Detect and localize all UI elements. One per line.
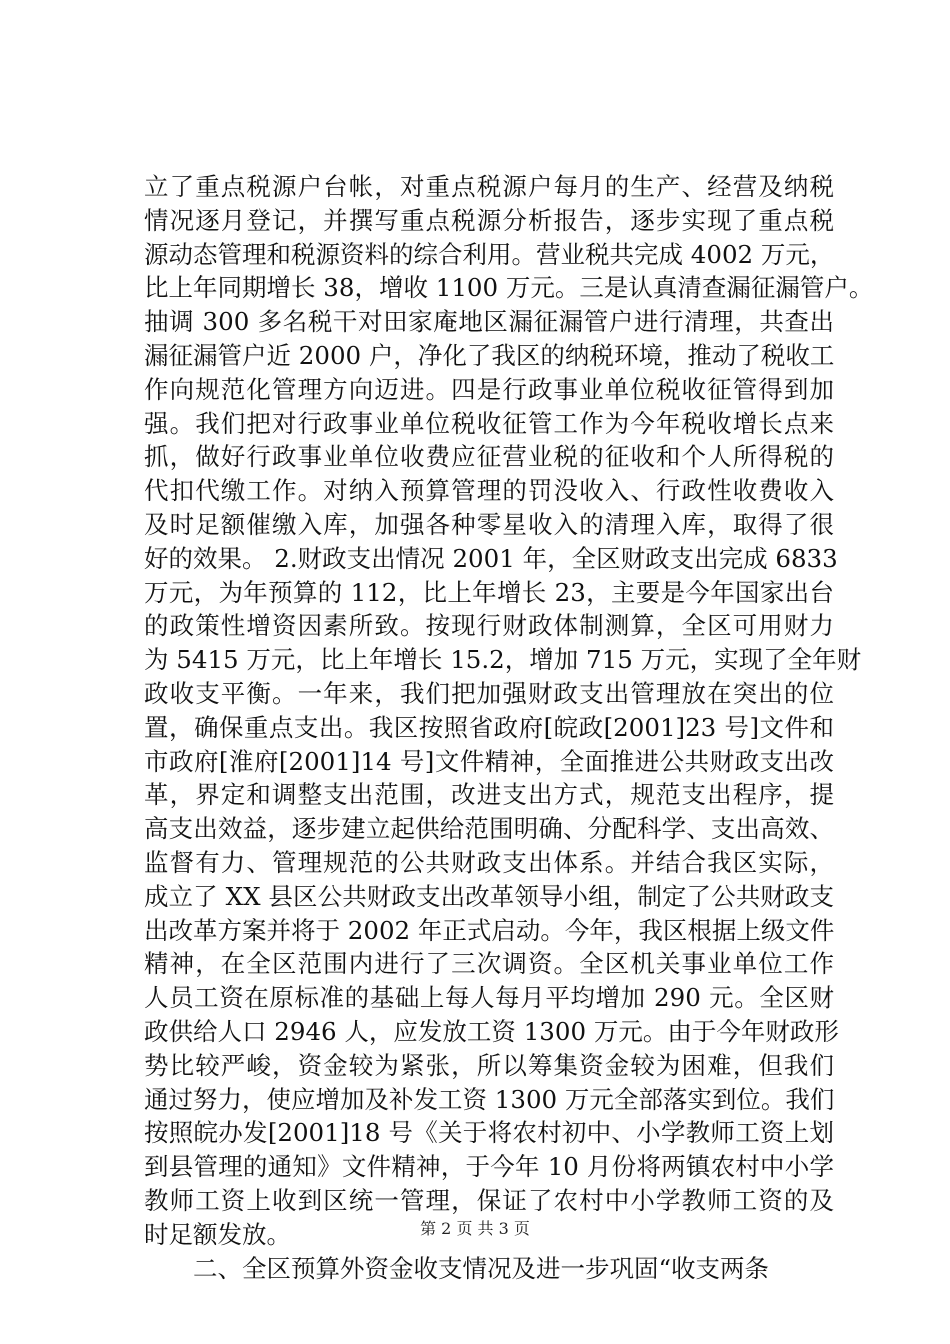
text-line: 比上年同期增长 38，增收 1100 万元。三是认真清查漏征漏管户。 — [144, 273, 874, 303]
body-text — [144, 170, 874, 1285]
text-line: 代扣代缴工作。对纳入预算管理的罚没收入、行政性收费收入 — [144, 476, 834, 506]
text-line: 高支出效益，逐步建立起供给范围明确、分配科学、支出高效、 — [144, 814, 834, 844]
text-line: 情况逐月登记，并撰写重点税源分析报告，逐步实现了重点税 — [144, 205, 834, 235]
text-line: 抓，做好行政事业单位收费应征营业税的征收和个人所得税的 — [144, 442, 834, 472]
text-line: 作向规范化管理方向迈进。四是行政事业单位税收征管得到加 — [144, 374, 834, 404]
text-line: 万元，为年预算的 112，比上年增长 23，主要是今年国家出台 — [144, 577, 834, 607]
text-line: 出改革方案并将于 2002 年正式启动。今年，我区根据上级文件 — [144, 915, 835, 945]
text-line: 强。我们把对行政事业单位税收征管工作为今年税收增长点来 — [144, 408, 834, 438]
text-line: 政供给人口 2946 人，应发放工资 1300 万元。由于今年财政形 — [144, 1016, 839, 1046]
text-line: 革，界定和调整支出范围，改进支出方式，规范支出程序，提 — [144, 780, 834, 810]
text-line: 通过努力，使应增加及补发工资 1300 万元全部落实到位。我们 — [144, 1084, 835, 1114]
text-line: 的政策性增资因素所致。按现行财政体制测算，全区可用财力 — [144, 611, 834, 641]
text-line: 精神，在全区范围内进行了三次调资。全区机关事业单位工作 — [144, 949, 834, 979]
text-line: 人员工资在原标准的基础上每人每月平均增加 290 元。全区财 — [144, 983, 834, 1013]
text-line: 立了重点税源户台帐，对重点税源户每月的生产、经营及纳税 — [144, 172, 834, 201]
text-line: 势比较严峻，资金较为紧张，所以筹集资金较为困难，但我们 — [144, 1050, 834, 1080]
text-line: 为 5415 万元，比上年增长 15.2，增加 715 万元，实现了全年财 — [144, 645, 862, 675]
text-line: 漏征漏管户近 2000 户，净化了我区的纳税环境，推动了税收工 — [144, 340, 835, 370]
text-line: 好的效果。 2.财政支出情况 2001 年，全区财政支出完成 6833 — [144, 543, 838, 573]
text-line: 教师工资上收到区统一管理，保证了农村中小学教师工资的及 — [144, 1185, 834, 1215]
text-line: 监督有力、管理规范的公共财政支出体系。并结合我区实际， — [144, 847, 834, 877]
text-line: 成立了 XX 县区公共财政支出改革领导小组，制定了公共财政支 — [144, 881, 834, 911]
text-line: 政收支平衡。一年来，我们把加强财政支出管理放在突出的位 — [144, 678, 834, 708]
text-line: 市政府[淮府[2001]14 号]文件精神，全面推进公共财政支出改 — [144, 746, 834, 776]
page-number-footer: 第 2 页 共 3 页 — [420, 1219, 530, 1238]
text-line: 按照皖办发[2001]18 号《关于将农村初中、小学教师工资上划 — [144, 1118, 834, 1148]
text-line: 抽调 300 多名税干对田家庵地区漏征漏管户进行清理，共查出 — [144, 307, 834, 337]
text-line: 到县管理的通知》文件精神，于今年 10 月份将两镇农村中小学 — [144, 1152, 834, 1182]
text-line: 置，确保重点支出。我区按照省政府[皖政[2001]23 号]文件和 — [144, 712, 834, 742]
section-heading-line: 二、全区预算外资金收支情况及进一步巩固“收支两条 — [193, 1253, 770, 1283]
text-line: 及时足额催缴入库，加强各种零星收入的清理入库，取得了很 — [144, 509, 834, 539]
text-line: 时足额发放。 — [144, 1219, 291, 1249]
text-line: 源动态管理和税源资料的综合利用。营业税共完成 4002 万元， — [144, 239, 835, 269]
